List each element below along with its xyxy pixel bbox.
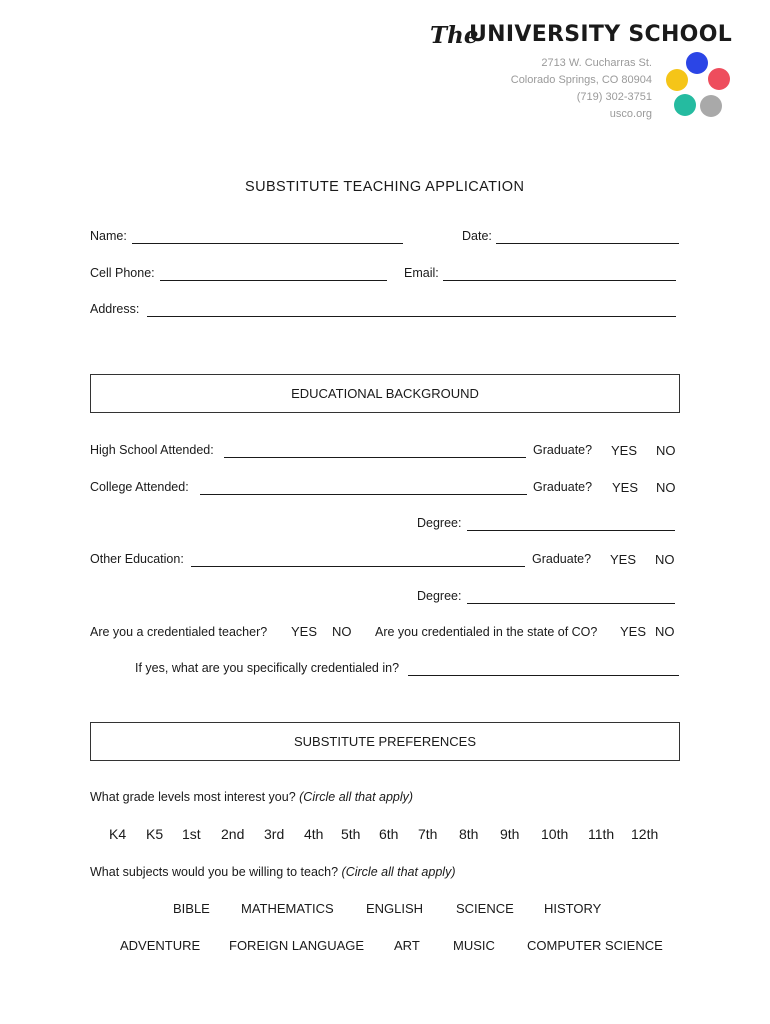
grade-option[interactable]: K4: [109, 826, 127, 842]
grade-option[interactable]: 1st: [182, 826, 201, 842]
credentialed-co-question: Are you credentialed in the state of CO?: [375, 625, 598, 639]
high-school-field[interactable]: [224, 457, 526, 458]
other-education-label: Other Education:: [90, 552, 184, 566]
college-no-option[interactable]: NO: [656, 480, 676, 495]
logo-dot-yellow: [666, 69, 688, 91]
subject-option-adventure[interactable]: ADVENTURE: [120, 938, 201, 953]
high-school-label: High School Attended:: [90, 443, 214, 457]
grades-question-note: (Circle all that apply): [299, 790, 414, 804]
other-education-field[interactable]: [191, 566, 525, 567]
other-no-option[interactable]: NO: [655, 552, 675, 567]
address-street: 2713 W. Cucharras St.: [541, 57, 652, 69]
credentialed-co-no-option[interactable]: NO: [655, 624, 675, 639]
subject-option-bible[interactable]: BIBLE: [173, 901, 210, 916]
grade-option[interactable]: 4th: [304, 826, 324, 842]
college-degree-label: Degree:: [417, 516, 462, 530]
subjects-question-note: (Circle all that apply): [341, 865, 456, 879]
grade-option[interactable]: 10th: [541, 826, 569, 842]
subject-option-foreign-language[interactable]: FOREIGN LANGUAGE: [229, 938, 365, 953]
high-school-no-option[interactable]: NO: [656, 443, 676, 458]
other-graduate-label: Graduate?: [532, 552, 592, 566]
logo-dot-teal: [674, 94, 696, 116]
logo-the: The: [430, 22, 479, 49]
grade-option[interactable]: 3rd: [264, 826, 285, 842]
credentialed-question: Are you a credentialed teacher?: [90, 625, 268, 639]
name-field[interactable]: [132, 243, 403, 244]
email-label: Email:: [404, 266, 439, 280]
grades-question-text: What grade levels most interest you?: [90, 790, 296, 804]
date-field[interactable]: [496, 243, 679, 244]
subject-option-history[interactable]: HISTORY: [544, 901, 602, 916]
subject-option-computer-science[interactable]: COMPUTER SCIENCE: [527, 938, 663, 953]
logo-name: UNIVERSITY SCHOOL: [469, 22, 733, 47]
education-section-header: [90, 374, 680, 413]
grade-option[interactable]: 6th: [379, 826, 399, 842]
logo-dot-blue: [686, 52, 708, 74]
grade-option[interactable]: K5: [146, 826, 164, 842]
college-yes-option[interactable]: YES: [612, 480, 639, 495]
credentialed-yes-option[interactable]: YES: [291, 624, 318, 639]
college-field[interactable]: [200, 494, 527, 495]
grade-option[interactable]: 12th: [631, 826, 659, 842]
logo-dot-gray: [700, 95, 722, 117]
address-city: Colorado Springs, CO 80904: [510, 74, 652, 86]
grade-option[interactable]: 9th: [500, 826, 520, 842]
other-degree-field[interactable]: [467, 603, 675, 604]
grade-option[interactable]: 2nd: [221, 826, 245, 842]
other-degree-label: Degree:: [417, 589, 462, 603]
page-title: SUBSTITUTE TEACHING APPLICATION: [245, 179, 525, 195]
subject-option-art[interactable]: ART: [394, 938, 420, 953]
subject-option-music[interactable]: MUSIC: [453, 938, 495, 953]
credential-specifics-label: If yes, what are you specifically credentialed in?: [135, 661, 400, 675]
grade-option[interactable]: 5th: [341, 826, 361, 842]
address-phone: (719) 302-3751: [576, 91, 652, 103]
logo-dot-red: [708, 68, 730, 90]
address-label: Address:: [90, 302, 140, 316]
credentialed-co-yes-option[interactable]: YES: [620, 624, 647, 639]
high-school-yes-option[interactable]: YES: [611, 443, 638, 458]
cell-phone-field[interactable]: [160, 280, 387, 281]
subject-option-mathematics[interactable]: MATHEMATICS: [241, 901, 334, 916]
education-heading: EDUCATIONAL BACKGROUND: [291, 386, 479, 401]
college-degree-field[interactable]: [467, 530, 675, 531]
cell-phone-label: Cell Phone:: [90, 266, 155, 280]
credential-specifics-field[interactable]: [408, 675, 679, 676]
preferences-section-header: [90, 722, 680, 761]
grade-option[interactable]: 11th: [588, 826, 615, 842]
grade-option[interactable]: 8th: [459, 826, 479, 842]
college-label: College Attended:: [90, 480, 189, 494]
subject-option-science[interactable]: SCIENCE: [456, 901, 514, 916]
other-yes-option[interactable]: YES: [610, 552, 637, 567]
college-graduate-label: Graduate?: [533, 480, 593, 494]
subject-option-english[interactable]: ENGLISH: [366, 901, 424, 916]
subjects-question-text: What subjects would you be willing to teach?: [90, 865, 339, 879]
credentialed-no-option[interactable]: NO: [332, 624, 352, 639]
high-school-graduate-label: Graduate?: [533, 443, 593, 457]
name-label: Name:: [90, 229, 127, 243]
date-label: Date:: [462, 229, 492, 243]
grade-option[interactable]: 7th: [418, 826, 438, 842]
address-field[interactable]: [147, 316, 676, 317]
subjects-question: [90, 865, 455, 879]
address-website: usco.org: [609, 108, 652, 120]
email-field[interactable]: [443, 280, 676, 281]
preferences-heading: SUBSTITUTE PREFERENCES: [293, 734, 477, 749]
grades-question: [90, 790, 413, 804]
